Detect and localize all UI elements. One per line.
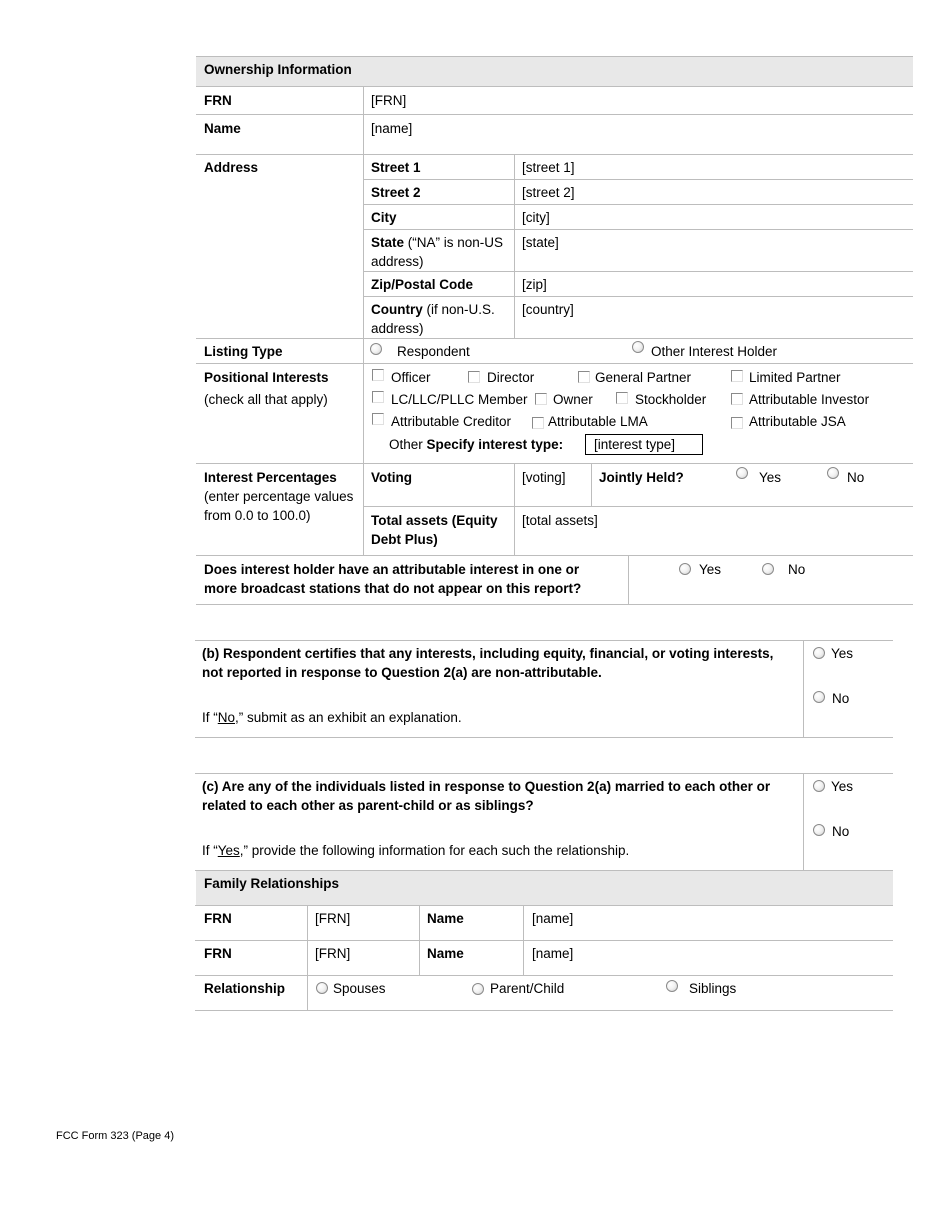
question-b-no-label: No: [832, 691, 850, 706]
other-interest-holder-label: Other Interest Holder: [651, 344, 778, 359]
llc-member-label: LC/LLC/PLLC Member: [391, 392, 528, 407]
parent-child-radio[interactable]: [472, 983, 484, 995]
family-row2-name-field[interactable]: [name]: [532, 946, 574, 961]
family-row2-name-label: Name: [427, 946, 464, 961]
relationship-label: Relationship: [204, 981, 286, 996]
general-partner-checkbox[interactable]: [578, 371, 590, 383]
interest-type-input[interactable]: [interest type]: [585, 434, 703, 455]
page-footer: FCC Form 323 (Page 4): [56, 1130, 174, 1142]
director-checkbox[interactable]: [468, 371, 480, 383]
attributable-creditor-checkbox[interactable]: [372, 413, 384, 425]
total-assets-field[interactable]: [total assets]: [522, 513, 598, 528]
other-interest-holder-radio[interactable]: [632, 341, 644, 353]
jointly-held-no-radio[interactable]: [827, 467, 839, 479]
officer-label: Officer: [391, 370, 431, 385]
zip-field[interactable]: [zip]: [522, 277, 547, 292]
city-field[interactable]: [city]: [522, 210, 550, 225]
frn-field[interactable]: [FRN]: [371, 93, 407, 108]
owner-label: Owner: [553, 392, 593, 407]
broadcast-yes-label: Yes: [699, 562, 722, 577]
question-c-no-label: No: [832, 824, 850, 839]
broadcast-question: Does interest holder have an attributable interest in one or more broadcast stations that do not appear on this report?: [204, 562, 582, 596]
attributable-jsa-checkbox[interactable]: [731, 417, 743, 429]
siblings-label: Siblings: [689, 981, 737, 996]
broadcast-no-label: No: [788, 562, 806, 577]
officer-checkbox[interactable]: [372, 369, 384, 381]
limited-partner-checkbox[interactable]: [731, 370, 743, 382]
street2-field[interactable]: [street 2]: [522, 185, 575, 200]
question-b-note: If “No,” submit as an exhibit an explanation.: [202, 710, 462, 725]
positional-interests-sub: (check all that apply): [204, 392, 328, 407]
question-b-no-radio[interactable]: [813, 691, 825, 703]
name-field[interactable]: [name]: [371, 121, 413, 136]
parent-child-label: Parent/Child: [490, 981, 565, 996]
attributable-investor-label: Attributable Investor: [749, 392, 870, 407]
interest-percentages-sub: (enter percentage values from 0.0 to 100.0): [204, 489, 354, 523]
state-label: State (“NA” is non-US address): [371, 235, 504, 269]
state-field[interactable]: [state]: [522, 235, 559, 250]
family-row1-frn-label: FRN: [204, 911, 232, 926]
respondent-radio[interactable]: [370, 343, 382, 355]
family-row1-name-field[interactable]: [name]: [532, 911, 574, 926]
owner-checkbox[interactable]: [535, 393, 547, 405]
limited-partner-label: Limited Partner: [749, 370, 841, 385]
question-c-yes-label: Yes: [831, 779, 854, 794]
question-c-text: (c) Are any of the individuals listed in response to Question 2(a) married to each other or related to each other as parent-child or as siblings?: [202, 779, 771, 813]
positional-interests-label: Positional Interests: [204, 370, 329, 385]
street2-label: Street 2: [371, 185, 421, 200]
llc-member-checkbox[interactable]: [372, 391, 384, 403]
jointly-held-no-label: No: [847, 470, 865, 485]
zip-label: Zip/Postal Code: [371, 277, 474, 292]
spouses-label: Spouses: [333, 981, 386, 996]
voting-field[interactable]: [voting]: [522, 470, 566, 485]
street1-field[interactable]: [street 1]: [522, 160, 575, 175]
broadcast-yes-radio[interactable]: [679, 563, 691, 575]
stockholder-checkbox[interactable]: [616, 392, 628, 404]
country-field[interactable]: [country]: [522, 302, 574, 317]
listing-type-label: Listing Type: [204, 344, 283, 359]
attributable-investor-checkbox[interactable]: [731, 393, 743, 405]
name-label: Name: [204, 121, 241, 136]
siblings-radio[interactable]: [666, 980, 678, 992]
broadcast-no-radio[interactable]: [762, 563, 774, 575]
jointly-held-label: Jointly Held?: [599, 470, 684, 485]
attributable-lma-checkbox[interactable]: [532, 417, 544, 429]
family-row2-frn-field[interactable]: [FRN]: [315, 946, 351, 961]
frn-label: FRN: [204, 93, 232, 108]
interest-percentages-label: Interest Percentages: [204, 470, 337, 485]
country-label: Country (if non-U.S. address): [371, 302, 495, 336]
respondent-label: Respondent: [397, 344, 470, 359]
stockholder-label: Stockholder: [635, 392, 707, 407]
question-b-text: (b) Respondent certifies that any interests, including equity, financial, or voting interests, not reported in response to Question 2(a) are non-attributable.: [202, 646, 774, 680]
jointly-held-yes-radio[interactable]: [736, 467, 748, 479]
question-b-yes-radio[interactable]: [813, 647, 825, 659]
question-b-yes-label: Yes: [831, 646, 854, 661]
spouses-radio[interactable]: [316, 982, 328, 994]
street1-label: Street 1: [371, 160, 421, 175]
question-c-no-radio[interactable]: [813, 824, 825, 836]
jointly-held-yes-label: Yes: [759, 470, 782, 485]
ownership-header: Ownership Information: [204, 62, 352, 77]
total-assets-label: Total assets (Equity Debt Plus): [371, 513, 498, 547]
question-c-note: If “Yes,” provide the following information for each such the relationship.: [202, 843, 630, 858]
family-row2-frn-label: FRN: [204, 946, 232, 961]
city-label: City: [371, 210, 397, 225]
question-c-yes-radio[interactable]: [813, 780, 825, 792]
family-header: Family Relationships: [204, 876, 340, 891]
address-label: Address: [204, 160, 259, 175]
general-partner-label: General Partner: [595, 370, 692, 385]
voting-label: Voting: [371, 470, 412, 485]
attributable-lma-label: Attributable LMA: [548, 414, 648, 429]
family-row1-frn-field[interactable]: [FRN]: [315, 911, 351, 926]
director-label: Director: [487, 370, 535, 385]
attributable-creditor-label: Attributable Creditor: [391, 414, 512, 429]
family-row1-name-label: Name: [427, 911, 464, 926]
other-specify-label: Other Specify interest type:: [389, 437, 564, 452]
attributable-jsa-label: Attributable JSA: [749, 414, 846, 429]
